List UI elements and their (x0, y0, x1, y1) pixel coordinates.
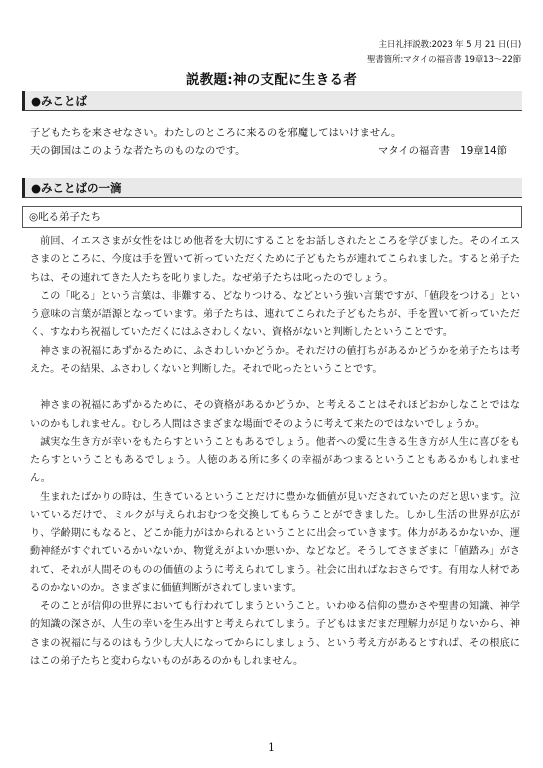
verse-line-1: 子どもたちを来させなさい。わたしのところに来るのを邪魔してはいけません。 (30, 127, 402, 139)
paragraph: 神さまの祝福にあずかるために、ふさわしいかどうか。それだけの値打ちがあるかどうかを弟子たちは考えた。その結果、ふさわしくないと判断した。それで叱ったということです。 (30, 345, 520, 375)
scripture-line: 聖書箇所:マタイの福音書 19章13〜22節 (366, 55, 521, 65)
paragraph: 生まれたばかりの時は、生きているということだけに豊かな価値が見いだされていたのだと思います。泣いているだけで、ミルクが与えられおむつを交換してもらうことができました。しかし生活の世界が広がり、学齢期にもなると、どこか能力がはかられるということに出会っていきます。体力があるかないか、運動神経がすぐれているかいないか、物覚えがよいか悪いか、などなど。そうしてさまざまに「値踏み」がされて、それが人間そのものの価値のように考えられてしまう。社会に出ればなおさらです。有用な人材であるのかないのか。さまざまに価値判断がされてしまいます。 (30, 491, 520, 594)
paragraph: そのことが信仰の世界においても行われてしまうということ。いわゆる信仰の豊かさや聖書の知識、神学的知識の深さが、人生の幸いを生み出すと考えられてしまう。子どもはまだまだ理解力が足りないから、神さまの祝福に与るのはもう少し大人になってからにしましょう、という考え方があるとすれば、その根底にはこの弟子たちと変わらないものがあるのかもしれません。 (30, 601, 520, 667)
paragraph: 前回、イエスさまが女性をはじめ他者を大切にすることをお話しされたところを学びました。そのイエスさまのところに、今度は手を置いて祈っていただくために子どもたちが連れてこられました。すると弟子たちは、その連れてきた人たちを叱りました。なぜ弟子たちは叱ったのでしょう。 (30, 236, 520, 284)
sermon-title: 説教題:神の支配に生きる者 (185, 72, 358, 88)
sermon-body (30, 233, 520, 671)
paragraph: 神さまの祝福にあずかるために、その資格があるかどうか、と考えることはそれほどおかしなことではないのかもしれません。むしろ人間はさまざまな場面でそのように考えて来たのではないでしょうか。 (30, 400, 520, 430)
paragraph: この「叱る」という言葉は、非難する、どなりつける、などという強い言葉ですが、「値段をつける」という意味の言葉が語源となっています。弟子たちは、連れてこられた子どもたちが、手を置いて祈っていただく、すなわち祝福していただくにはふさわしくない、資格がないと判断したということです。 (30, 290, 520, 339)
verse-line-2: 天の御国はこのような者たちのものなのです。 (30, 145, 246, 157)
section-heading-reflection: ●みことばの一滴 (22, 178, 522, 198)
subheading-box: ◎叱る弟子たち (22, 206, 522, 228)
date-line: 主日礼拝説教:2023 年 5 月 21 日(日) (378, 40, 521, 50)
page-number: 1 (268, 741, 275, 754)
verse-reference: マタイの福音書 19章14節 (378, 145, 507, 157)
section-heading-word: ●みことば (22, 91, 522, 111)
paragraph: 誠実な生き方が幸いをもたらすということもあるでしょう。他者への愛に生きる生き方が人生に喜びをもたらすということもあるでしょう。人徳のある所に多くの幸福があつまるということもあるかもしれません。 (30, 436, 520, 485)
